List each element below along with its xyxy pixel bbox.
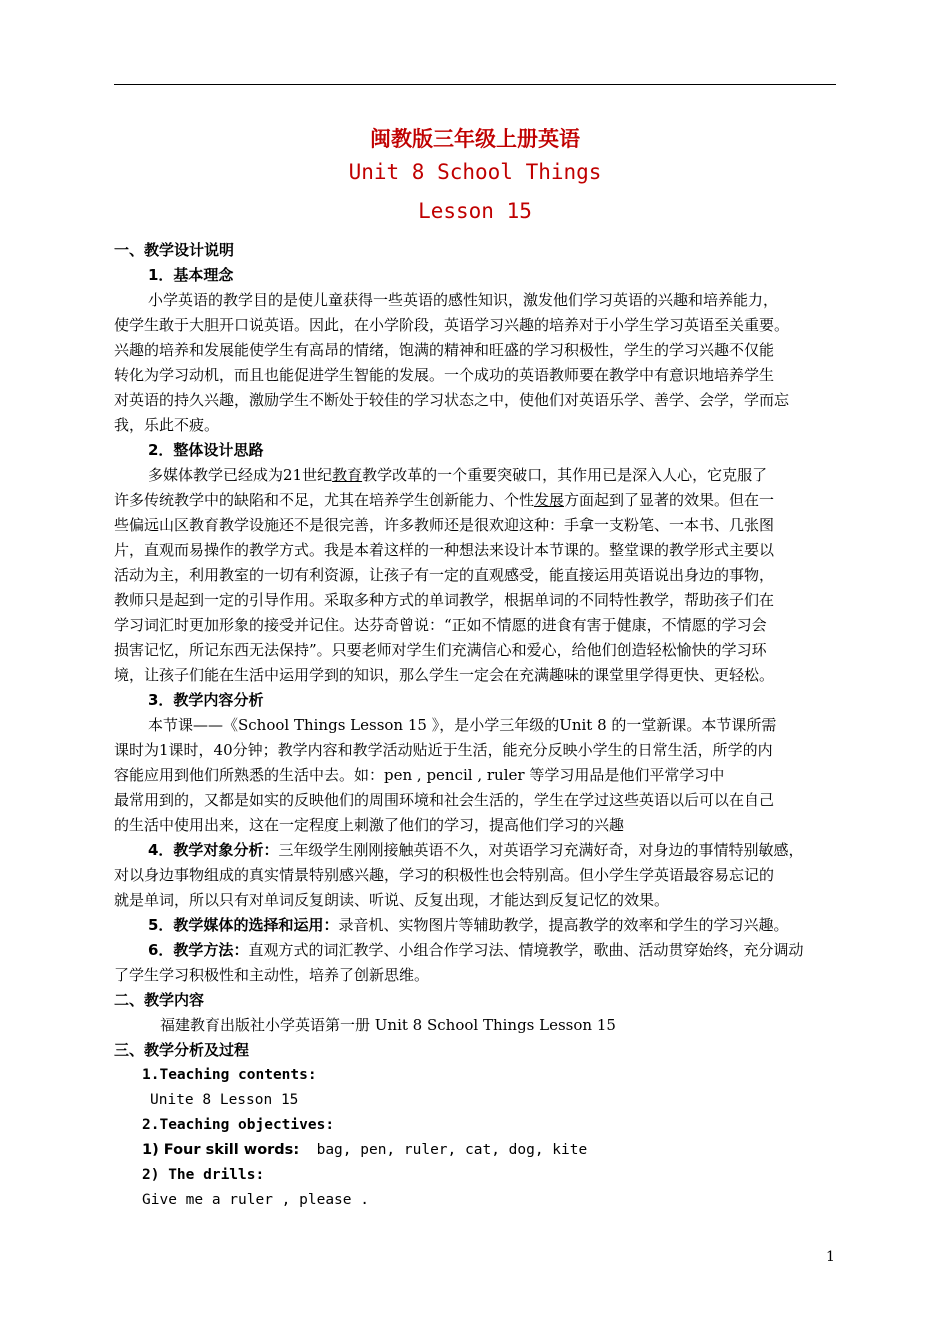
paragraph-line: 兴趣的培养和发展能使学生有高昂的情绪，饱满的精神和旺盛的学习积极性，学生的学习兴趣不仅能 — [114, 341, 775, 359]
paragraph-line: 损害记忆，所记东西无法保持”。只要老师对学生们充满信心和爱心，给他们创造轻松愉快的学习环 — [114, 641, 767, 659]
paragraph-line: 些偏远山区教育教学设施还不是很完善，许多教师还是很欢迎这种：手拿一支粉笔、一本书、几张图 — [114, 516, 775, 534]
paragraph-line — [114, 490, 774, 510]
text-run: 直观方式的词汇教学、小组合作学习法、情境教学，歌曲、活动贯穿始终，充分调动 — [248, 941, 804, 959]
text-run: 方面起到了显著的效果。但在一 — [564, 491, 775, 509]
section-1-heading: 一、教学设计说明 — [114, 241, 235, 259]
subsection-5-heading: 5．教学媒体的选择和运用： — [148, 916, 339, 934]
subsection-3-heading: 3．教学内容分析 — [148, 691, 264, 709]
four-skill-words-line — [142, 1140, 587, 1160]
text-run: 许多传统教学中的缺陷和不足，尤其在培养学生创新能力、个性 — [114, 491, 535, 509]
paragraph-line: 我，乐此不疲。 — [114, 416, 220, 434]
paragraph-line: 就是单词，所以只有对单词反复朗读、听说、反复出现，才能达到反复记忆的效果。 — [114, 891, 670, 909]
paragraph-line: 境，让孩子们能在生活中运用学到的知识，那么学生一定会在充满趣味的课堂里学得更快、更轻松。 — [114, 666, 775, 684]
drills-sentence: Give me a ruler , please . — [142, 1192, 369, 1208]
text-run: 多媒体教学已经成为21世纪 — [148, 466, 333, 484]
paragraph-line: 课时为1课时，40分钟；教学内容和教学活动贴近于生活，能充分反映小学生的日常生活，所学的内 — [114, 741, 773, 759]
page-number: 1 — [826, 1249, 835, 1265]
content-source: 福建教育出版社小学英语第一册 Unit 8 School Things Lesson 15 — [160, 1016, 616, 1034]
paragraph-line — [148, 940, 803, 960]
paragraph-line: 的生活中使用出来，这在一定程度上刺激了他们的学习，提高他们学习的兴趣 — [114, 816, 625, 834]
section-2-heading: 二、教学内容 — [114, 991, 205, 1009]
paragraph-line: 学习词汇时更加形象的接受并记住。达芬奇曾说：“正如不情愿的进食有害于健康，不情愿的学习会 — [114, 616, 767, 634]
paragraph-line: 了学生学习积极性和主动性，培养了创新思维。 — [114, 966, 430, 984]
paragraph-line: 容能应用到他们所熟悉的生活中去。如：pen , pencil , ruler 等学习用品是他们平常学习中 — [114, 766, 725, 784]
paragraph-line — [148, 465, 767, 485]
text-run: 录音机、实物图片等辅助教学，提高教学的效率和学生的学习兴趣。 — [338, 916, 789, 934]
text-run: 三年级学生刚刚接触英语不久，对英语学习充满好奇，对身边的事情特别敏感， — [278, 841, 804, 859]
header-rule — [114, 84, 836, 85]
paragraph-line: 活动为主，利用教室的一切有利资源，让孩子有一定的直观感受，能直接运用英语说出身边的事物， — [114, 566, 775, 584]
subsection-4-heading: 4．教学对象分析： — [148, 841, 279, 859]
paragraph-line — [148, 840, 803, 860]
section-3-heading: 三、教学分析及过程 — [114, 1041, 250, 1059]
paragraph-line: 本节课——《School Things Lesson 15 》，是小学三年级的Unit 8 的一堂新课。本节课所需 — [148, 716, 777, 734]
subsection-2-heading: 2．整体设计思路 — [148, 441, 264, 459]
four-skill-words-list: bag, pen, ruler, cat, dog, kite — [316, 1142, 588, 1158]
paragraph-line: 教师只是起到一定的引导作用。采取多种方式的单词教学，根据单词的不同特性教学，帮助孩子们在 — [114, 591, 775, 609]
paragraph-line: 小学英语的教学目的是使儿童获得一些英语的感性知识，激发他们学习英语的兴趣和培养能力， — [148, 291, 779, 309]
lesson-title: Lesson 15 — [418, 199, 532, 223]
link-education[interactable]: 教育 — [332, 466, 363, 484]
paragraph-line: 使学生敢于大胆开口说英语。因此，在小学阶段，英语学习兴趣的培养对于小学生学习英语至关重要。 — [114, 316, 790, 334]
doc-title: 闽教版三年级上册英语 — [370, 127, 580, 151]
teaching-contents-label: 1.Teaching contents: — [142, 1067, 317, 1083]
text-run: 教学改革的一个重要突破口，其作用已是深入人心，它克服了 — [362, 466, 768, 484]
paragraph-line: 对以身边事物组成的真实情景特别感兴趣，学习的积极性也会特别高。但小学生学英语最容易忘记的 — [114, 866, 775, 884]
paragraph-line: 对英语的持久兴趣，激励学生不断处于较佳的学习状态之中，使他们对英语乐学、善学、会学，学而忘 — [114, 391, 790, 409]
paragraph-line: 最常用到的，又都是如实的反映他们的周围环境和社会生活的，学生在学过这些英语以后可以在自己 — [114, 791, 775, 809]
unit-title: Unit 8 School Things — [348, 160, 602, 184]
link-development[interactable]: 发展 — [534, 491, 565, 509]
teaching-contents-value: Unite 8 Lesson 15 — [150, 1092, 299, 1108]
paragraph-line: 片，直观而易操作的教学方式。我是本着这样的一种想法来设计本节课的。整堂课的教学形式主要以 — [114, 541, 775, 559]
teaching-objectives-label: 2.Teaching objectives: — [142, 1117, 335, 1133]
subsection-1-heading: 1．基本理念 — [148, 266, 234, 284]
drills-label: 2) The drills: — [142, 1167, 265, 1183]
paragraph-line — [148, 915, 788, 935]
subsection-6-heading: 6．教学方法： — [148, 941, 249, 959]
four-skill-words-label: 1) Four skill words: — [142, 1142, 300, 1158]
paragraph-line: 转化为学习动机，而且也能促进学生智能的发展。一个成功的英语教师要在教学中有意识地培养学生 — [114, 366, 775, 384]
